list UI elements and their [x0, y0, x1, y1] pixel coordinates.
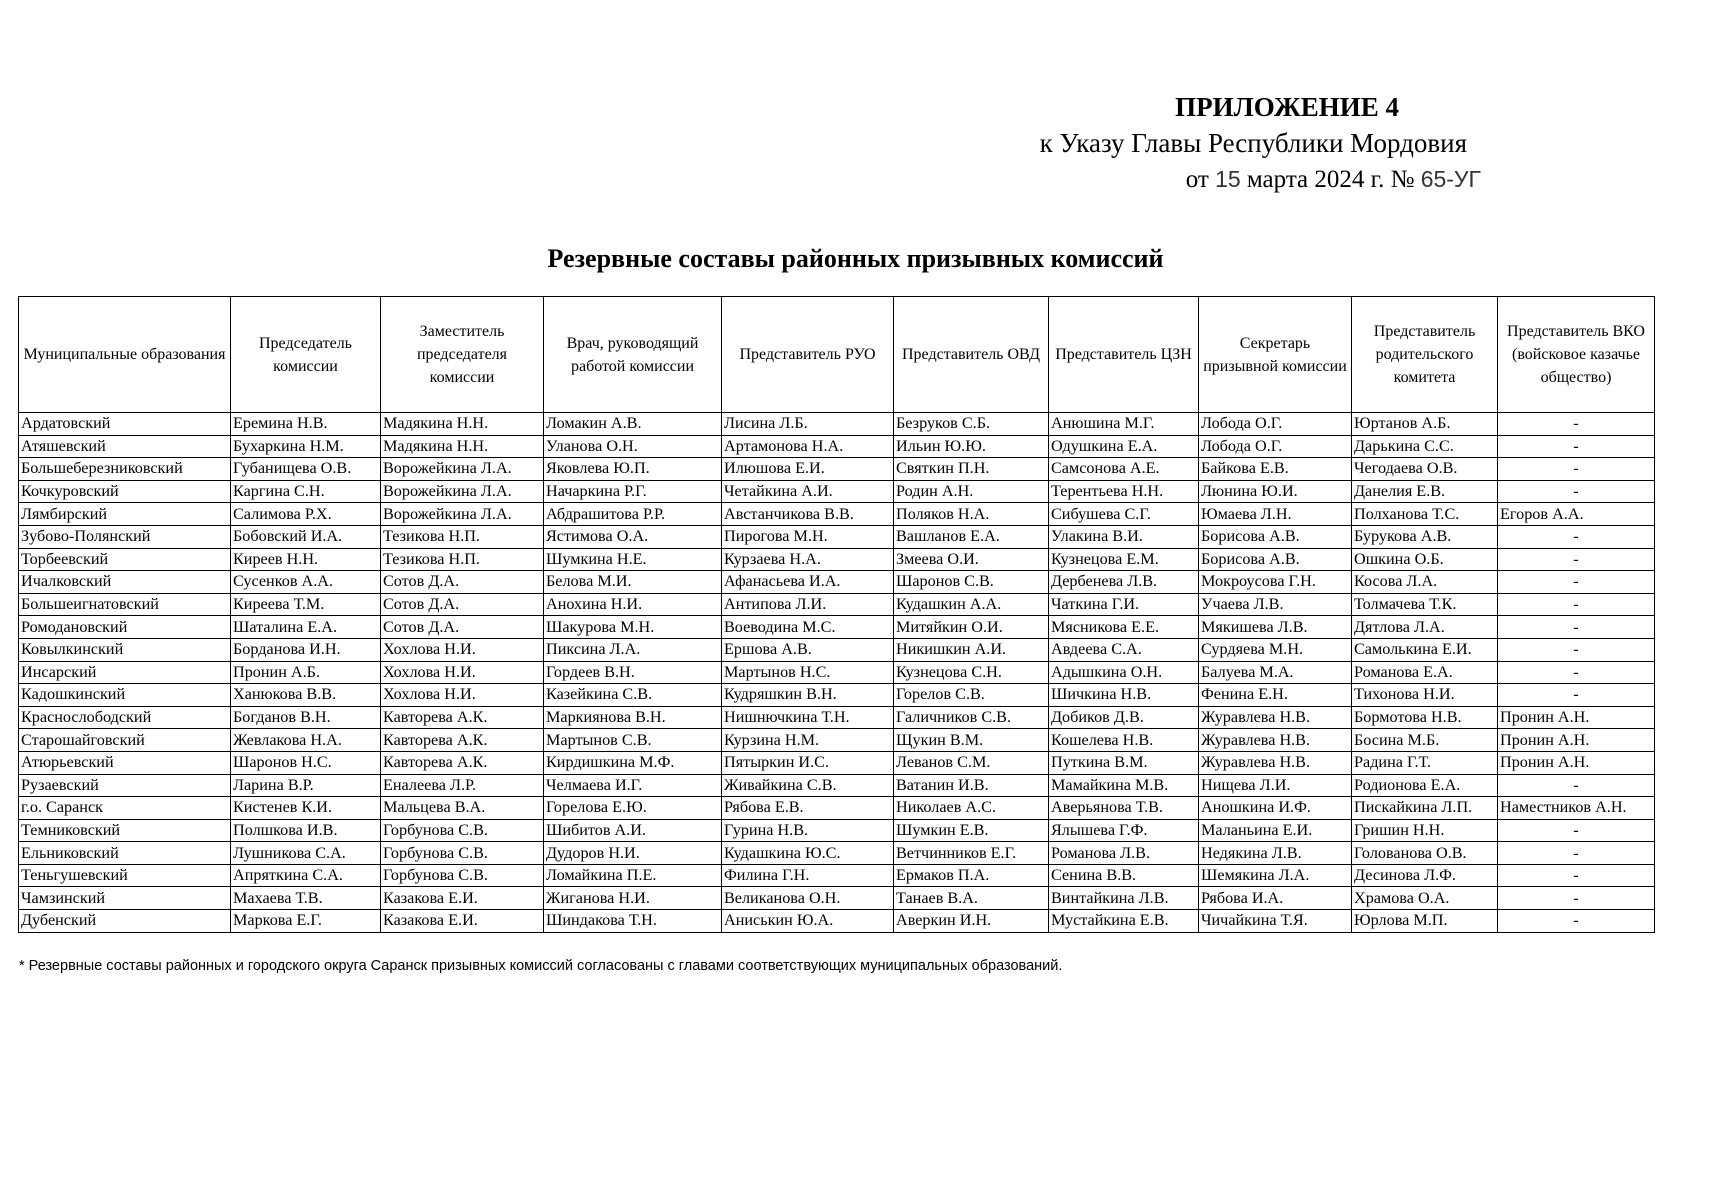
table-row [19, 413, 1655, 436]
table-cell: Мадякина Н.Н. [381, 435, 544, 458]
appendix-heading: ПРИЛОЖЕНИЕ 4 [1175, 92, 1399, 122]
table-cell: Белова М.И. [544, 571, 722, 594]
municipality-cell: Старошайговский [19, 729, 231, 752]
table-cell: Сусенков А.А. [231, 571, 381, 594]
table-cell: Горелов С.В. [894, 684, 1049, 707]
table-cell: Кузнецова С.Н. [894, 661, 1049, 684]
table-cell: Шаталина Е.А. [231, 616, 381, 639]
table-cell: Кудряшкин В.Н. [722, 684, 894, 707]
table-cell: Журавлева Н.В. [1199, 751, 1352, 774]
table-row [19, 593, 1655, 616]
table-cell: Пронин А.Б. [231, 661, 381, 684]
table-cell: Австанчикова В.В. [722, 503, 894, 526]
table-cell: Дербенева Л.В. [1049, 571, 1199, 594]
table-cell: Сенина В.В. [1049, 864, 1199, 887]
table-cell: Балуева М.А. [1199, 661, 1352, 684]
table-cell: Чичайкина Т.Я. [1199, 910, 1352, 933]
table-cell: Казейкина С.В. [544, 684, 722, 707]
table-cell: Ворожейкина Л.А. [381, 503, 544, 526]
table-cell: Лобода О.Г. [1199, 435, 1352, 458]
table-cell: Щукин В.М. [894, 729, 1049, 752]
table-cell: - [1498, 571, 1655, 594]
table-row [19, 638, 1655, 661]
column-header: Председатель комиссии [231, 297, 381, 413]
table-cell: Хохлова Н.И. [381, 638, 544, 661]
table-cell: Ершова А.В. [722, 638, 894, 661]
table-cell: - [1498, 435, 1655, 458]
table-cell: Еналеева Л.Р. [381, 774, 544, 797]
column-header: Врач, руководящий работой комиссии [544, 297, 722, 413]
column-header: Представитель ВКО (войсковое казачье общество) [1498, 297, 1655, 413]
table-cell: Косова Л.А. [1352, 571, 1498, 594]
table-cell: Мустайкина Е.В. [1049, 910, 1199, 933]
table-cell: Маркиянова В.Н. [544, 706, 722, 729]
table-cell: Лобода О.Г. [1199, 413, 1352, 436]
table-cell: Сотов Д.А. [381, 593, 544, 616]
table-cell: Киреева Т.М. [231, 593, 381, 616]
table-cell: Живайкина С.В. [722, 774, 894, 797]
column-header: Представитель РУО [722, 297, 894, 413]
table-cell: Ватанин И.В. [894, 774, 1049, 797]
table-cell: Кавторева А.К. [381, 706, 544, 729]
table-cell: Фенина Е.Н. [1199, 684, 1352, 707]
table-cell: - [1498, 525, 1655, 548]
table-header-row [19, 297, 1655, 413]
table-cell: Журавлева Н.В. [1199, 729, 1352, 752]
table-cell: Ильин Ю.Ю. [894, 435, 1049, 458]
table-cell: Хохлова Н.И. [381, 661, 544, 684]
table-cell: Авдеева С.А. [1049, 638, 1199, 661]
table-row [19, 616, 1655, 639]
table-cell: Шумкин Е.В. [894, 819, 1049, 842]
table-cell: Полханова Т.С. [1352, 503, 1498, 526]
table-cell: Босина М.Б. [1352, 729, 1498, 752]
table-cell: Митяйкин О.И. [894, 616, 1049, 639]
table-cell: Курзина Н.М. [722, 729, 894, 752]
table-cell: Рябова Е.В. [722, 797, 894, 820]
table-cell: Путкина В.М. [1049, 751, 1199, 774]
municipality-cell: г.о. Саранск [19, 797, 231, 820]
table-cell: Махаева Т.В. [231, 887, 381, 910]
table-cell: Ястимова О.А. [544, 525, 722, 548]
decree-date [1186, 166, 1481, 194]
table-cell: Еремина Н.В. [231, 413, 381, 436]
table-cell: Филина Г.Н. [722, 864, 894, 887]
table-cell: Борисова А.В. [1199, 525, 1352, 548]
table-row [19, 458, 1655, 481]
table-cell: Мадякина Н.Н. [381, 413, 544, 436]
table-row [19, 571, 1655, 594]
table-cell: Мамайкина М.В. [1049, 774, 1199, 797]
table-cell: Сурдяева М.Н. [1199, 638, 1352, 661]
table-cell: Журавлева Н.В. [1199, 706, 1352, 729]
table-cell: Чаткина Г.И. [1049, 593, 1199, 616]
table-cell: Адышкина О.Н. [1049, 661, 1199, 684]
table-cell: Бурукова А.В. [1352, 525, 1498, 548]
table-cell: Галичников С.В. [894, 706, 1049, 729]
table-cell: Кошелева Н.В. [1049, 729, 1199, 752]
table-cell: Сотов Д.А. [381, 571, 544, 594]
municipality-cell: Дубенский [19, 910, 231, 933]
column-header: Представитель родительского комитета [1352, 297, 1498, 413]
table-cell: Храмова О.А. [1352, 887, 1498, 910]
table-cell: Кавторева А.К. [381, 729, 544, 752]
municipality-cell: Торбеевский [19, 548, 231, 571]
table-cell: Ялышева Г.Ф. [1049, 819, 1199, 842]
table-cell: Шемякина Л.А. [1199, 864, 1352, 887]
table-cell: Байкова Е.В. [1199, 458, 1352, 481]
table-cell: Ломакин А.В. [544, 413, 722, 436]
table-cell: Шиндакова Т.Н. [544, 910, 722, 933]
table-cell: - [1498, 842, 1655, 865]
table-cell: Ошкина О.Б. [1352, 548, 1498, 571]
table-cell: Добиков Д.В. [1049, 706, 1199, 729]
table-cell: Гурина Н.В. [722, 819, 894, 842]
table-cell: Казакова Е.И. [381, 910, 544, 933]
table-cell: - [1498, 638, 1655, 661]
table-cell: Терентьева Н.Н. [1049, 480, 1199, 503]
table-cell: Шаронов С.В. [894, 571, 1049, 594]
table-row [19, 661, 1655, 684]
table-cell: Винтайкина Л.В. [1049, 887, 1199, 910]
table-cell: Бормотова Н.В. [1352, 706, 1498, 729]
table-cell: Родин А.Н. [894, 480, 1049, 503]
table-row [19, 548, 1655, 571]
table-cell: Тихонова Н.И. [1352, 684, 1498, 707]
municipality-cell: Ковылкинский [19, 638, 231, 661]
table-cell: Голованова О.В. [1352, 842, 1498, 865]
table-cell: Сибушева С.Г. [1049, 503, 1199, 526]
table-cell: Самсонова А.Е. [1049, 458, 1199, 481]
table-cell: Ермаков П.А. [894, 864, 1049, 887]
municipality-cell: Темниковский [19, 819, 231, 842]
footnote: * Резервные составы районных и городского округа Саранск призывных комиссий согласованы с главами соответствующих муниципальных образований. [19, 958, 1063, 974]
table-cell: - [1498, 661, 1655, 684]
table-cell: Шичкина Н.В. [1049, 684, 1199, 707]
table-cell: Апряткина С.А. [231, 864, 381, 887]
table-cell: Радина Г.Т. [1352, 751, 1498, 774]
municipality-cell: Лямбирский [19, 503, 231, 526]
municipality-cell: Ардатовский [19, 413, 231, 436]
table-cell: - [1498, 616, 1655, 639]
table-row [19, 751, 1655, 774]
table-cell: Бухаркина Н.М. [231, 435, 381, 458]
table-cell: Артамонова Н.А. [722, 435, 894, 458]
page-title: Резервные составы районных призывных комиссий [547, 244, 1164, 273]
table-cell: Казакова Е.И. [381, 887, 544, 910]
table-cell: Десинова Л.Ф. [1352, 864, 1498, 887]
table-cell: Салимова Р.Х. [231, 503, 381, 526]
table-cell: Уланова О.Н. [544, 435, 722, 458]
table-cell: Пиксина Л.А. [544, 638, 722, 661]
table-row [19, 435, 1655, 458]
table-cell: Аверьянова Т.В. [1049, 797, 1199, 820]
table-cell: Кудашкина Ю.С. [722, 842, 894, 865]
table-cell: Рябова И.А. [1199, 887, 1352, 910]
table-cell: Недякина Л.В. [1199, 842, 1352, 865]
table-cell: - [1498, 548, 1655, 571]
table-cell: Родионова Е.А. [1352, 774, 1498, 797]
table-cell: - [1498, 887, 1655, 910]
table-cell: Шакурова М.Н. [544, 616, 722, 639]
table-cell: Антипова Л.И. [722, 593, 894, 616]
table-cell: Великанова О.Н. [722, 887, 894, 910]
table-cell: Романова Е.А. [1352, 661, 1498, 684]
table-cell: Мартынов Н.С. [722, 661, 894, 684]
table-cell: Вашланов Е.А. [894, 525, 1049, 548]
table-cell: Дудоров Н.И. [544, 842, 722, 865]
column-header: Представитель ОВД [894, 297, 1049, 413]
table-cell: Борданова И.Н. [231, 638, 381, 661]
municipality-cell: Атяшевский [19, 435, 231, 458]
municipality-cell: Большеигнатовский [19, 593, 231, 616]
municipality-cell: Чамзинский [19, 887, 231, 910]
table-cell: Кавторева А.К. [381, 751, 544, 774]
table-cell: Змеева О.И. [894, 548, 1049, 571]
table-cell: Самолькина Е.И. [1352, 638, 1498, 661]
table-row [19, 887, 1655, 910]
table-row [19, 819, 1655, 842]
table-cell: - [1498, 774, 1655, 797]
table-row [19, 910, 1655, 933]
table-cell: Богданов В.Н. [231, 706, 381, 729]
table-cell: Пирогова М.Н. [722, 525, 894, 548]
table-cell: Кузнецова Е.М. [1049, 548, 1199, 571]
table-row [19, 684, 1655, 707]
table-cell: Анюшина М.Г. [1049, 413, 1199, 436]
column-header: Заместитель председателя комиссии [381, 297, 544, 413]
table-cell: Абдрашитова Р.Р. [544, 503, 722, 526]
table-cell: Губанищева О.В. [231, 458, 381, 481]
decree-number: 65-УГ [1420, 166, 1481, 192]
table-row [19, 706, 1655, 729]
table-cell: Хохлова Н.И. [381, 684, 544, 707]
table-cell: Бобовский И.А. [231, 525, 381, 548]
table-cell: Юртанов А.Б. [1352, 413, 1498, 436]
municipality-cell: Атюрьевский [19, 751, 231, 774]
table-cell: Лушникова С.А. [231, 842, 381, 865]
table-cell: Аверкин И.Н. [894, 910, 1049, 933]
table-cell: Мартынов С.В. [544, 729, 722, 752]
date-rest: марта 2024 г. № [1246, 166, 1415, 193]
table-cell: Горбунова С.В. [381, 864, 544, 887]
table-cell: Пискайкина Л.П. [1352, 797, 1498, 820]
table-cell: Аниськин Ю.А. [722, 910, 894, 933]
table-cell: Жиганова Н.И. [544, 887, 722, 910]
table-cell: Пронин А.Н. [1498, 706, 1655, 729]
table-cell: Борисова А.В. [1199, 548, 1352, 571]
table-cell: Челмаева И.Г. [544, 774, 722, 797]
table-cell: Леванов С.М. [894, 751, 1049, 774]
table-cell: Ломайкина П.Е. [544, 864, 722, 887]
table-cell: Киреев Н.Н. [231, 548, 381, 571]
column-header: Представитель ЦЗН [1049, 297, 1199, 413]
table-cell: Ветчинников Е.Г. [894, 842, 1049, 865]
table-cell: Начаркина Р.Г. [544, 480, 722, 503]
table-cell: Кудашкин А.А. [894, 593, 1049, 616]
municipality-cell: Рузаевский [19, 774, 231, 797]
table-cell: Учаева Л.В. [1199, 593, 1352, 616]
table-cell: Ворожейкина Л.А. [381, 480, 544, 503]
table-cell: Николаев А.С. [894, 797, 1049, 820]
table-body [19, 413, 1655, 933]
table-cell: Гришин Н.Н. [1352, 819, 1498, 842]
date-day: 15 [1215, 166, 1241, 192]
table-cell: Аношкина И.Ф. [1199, 797, 1352, 820]
table-cell: Яковлева Ю.П. [544, 458, 722, 481]
table-cell: - [1498, 480, 1655, 503]
table-cell: Юрлова М.П. [1352, 910, 1498, 933]
table-cell: - [1498, 684, 1655, 707]
table-row [19, 503, 1655, 526]
table-cell: Егоров А.А. [1498, 503, 1655, 526]
table-cell: Толмачева Т.К. [1352, 593, 1498, 616]
column-header: Секретарь призывной комиссии [1199, 297, 1352, 413]
table-cell: Наместников А.Н. [1498, 797, 1655, 820]
table-cell: Тезикова Н.П. [381, 525, 544, 548]
table-cell: Пронин А.Н. [1498, 751, 1655, 774]
table-cell: - [1498, 910, 1655, 933]
decree-reference: к Указу Главы Республики Мордовия [1039, 128, 1467, 158]
municipality-cell: Краснослободский [19, 706, 231, 729]
table-cell: Дарькина С.С. [1352, 435, 1498, 458]
table-cell: Ворожейкина Л.А. [381, 458, 544, 481]
table-cell: Танаев В.А. [894, 887, 1049, 910]
table-cell: Поляков Н.А. [894, 503, 1049, 526]
municipality-cell: Ромодановский [19, 616, 231, 639]
table-cell: Каргина С.Н. [231, 480, 381, 503]
table-cell: Нищева Л.И. [1199, 774, 1352, 797]
table-cell: Маркова Е.Г. [231, 910, 381, 933]
table-cell: Юмаева Л.Н. [1199, 503, 1352, 526]
table-cell: Одушкина Е.А. [1049, 435, 1199, 458]
table-cell: Тезикова Н.П. [381, 548, 544, 571]
municipality-cell: Большеберезниковский [19, 458, 231, 481]
municipality-cell: Кочкуровский [19, 480, 231, 503]
table-row [19, 864, 1655, 887]
table-row [19, 525, 1655, 548]
table-cell: Люнина Ю.И. [1199, 480, 1352, 503]
table-cell: Афанасьева И.А. [722, 571, 894, 594]
table-cell: - [1498, 819, 1655, 842]
table-cell: Кирдишкина М.Ф. [544, 751, 722, 774]
table-cell: Ларина В.Р. [231, 774, 381, 797]
table-cell: Безруков С.Б. [894, 413, 1049, 436]
municipality-cell: Теньгушевский [19, 864, 231, 887]
table-cell: Данелия Е.В. [1352, 480, 1498, 503]
table-cell: Сотов Д.А. [381, 616, 544, 639]
table-cell: - [1498, 593, 1655, 616]
table-cell: - [1498, 413, 1655, 436]
table-cell: Шумкина Н.Е. [544, 548, 722, 571]
table-cell: Пятыркин И.С. [722, 751, 894, 774]
table-cell: Улакина В.И. [1049, 525, 1199, 548]
table-cell: Мокроусова Г.Н. [1199, 571, 1352, 594]
table-cell: Святкин П.Н. [894, 458, 1049, 481]
commission-roster-table [18, 296, 1655, 933]
municipality-cell: Ельниковский [19, 842, 231, 865]
table-cell: Маланьина Е.И. [1199, 819, 1352, 842]
table-cell: Четайкина А.И. [722, 480, 894, 503]
table-cell: Романова Л.В. [1049, 842, 1199, 865]
table-cell: Горелова Е.Ю. [544, 797, 722, 820]
table-cell: Шаронов Н.С. [231, 751, 381, 774]
municipality-cell: Инсарский [19, 661, 231, 684]
table-cell: Дятлова Л.А. [1352, 616, 1498, 639]
table-cell: Илюшова Е.И. [722, 458, 894, 481]
table-row [19, 774, 1655, 797]
table-cell: Пронин А.Н. [1498, 729, 1655, 752]
table-cell: Никишкин А.И. [894, 638, 1049, 661]
table-cell: Нишнючкина Т.Н. [722, 706, 894, 729]
table-cell: Лисина Л.Б. [722, 413, 894, 436]
table-cell: Чегодаева О.В. [1352, 458, 1498, 481]
table-cell: Курзаева Н.А. [722, 548, 894, 571]
table-cell: - [1498, 458, 1655, 481]
table-cell: - [1498, 864, 1655, 887]
table-cell: Ханюкова В.В. [231, 684, 381, 707]
table-row [19, 729, 1655, 752]
table-cell: Шибитов А.И. [544, 819, 722, 842]
table-cell: Мальцева В.А. [381, 797, 544, 820]
municipality-cell: Зубово-Полянский [19, 525, 231, 548]
table-cell: Горбунова С.В. [381, 819, 544, 842]
table-cell: Мясникова Е.Е. [1049, 616, 1199, 639]
table-cell: Анохина Н.И. [544, 593, 722, 616]
table-row [19, 842, 1655, 865]
table-row [19, 797, 1655, 820]
municipality-cell: Кадошкинский [19, 684, 231, 707]
table-cell: Жевлакова Н.А. [231, 729, 381, 752]
table-cell: Горбунова С.В. [381, 842, 544, 865]
municipality-cell: Ичалковский [19, 571, 231, 594]
table-cell: Мякишева Л.В. [1199, 616, 1352, 639]
table-cell: Гордеев В.Н. [544, 661, 722, 684]
table-cell: Полшкова И.В. [231, 819, 381, 842]
table-row [19, 480, 1655, 503]
date-prefix: от [1185, 166, 1209, 193]
column-header: Муниципальные образования [19, 297, 231, 413]
table-cell: Воеводина М.С. [722, 616, 894, 639]
table-cell: Кистенев К.И. [231, 797, 381, 820]
